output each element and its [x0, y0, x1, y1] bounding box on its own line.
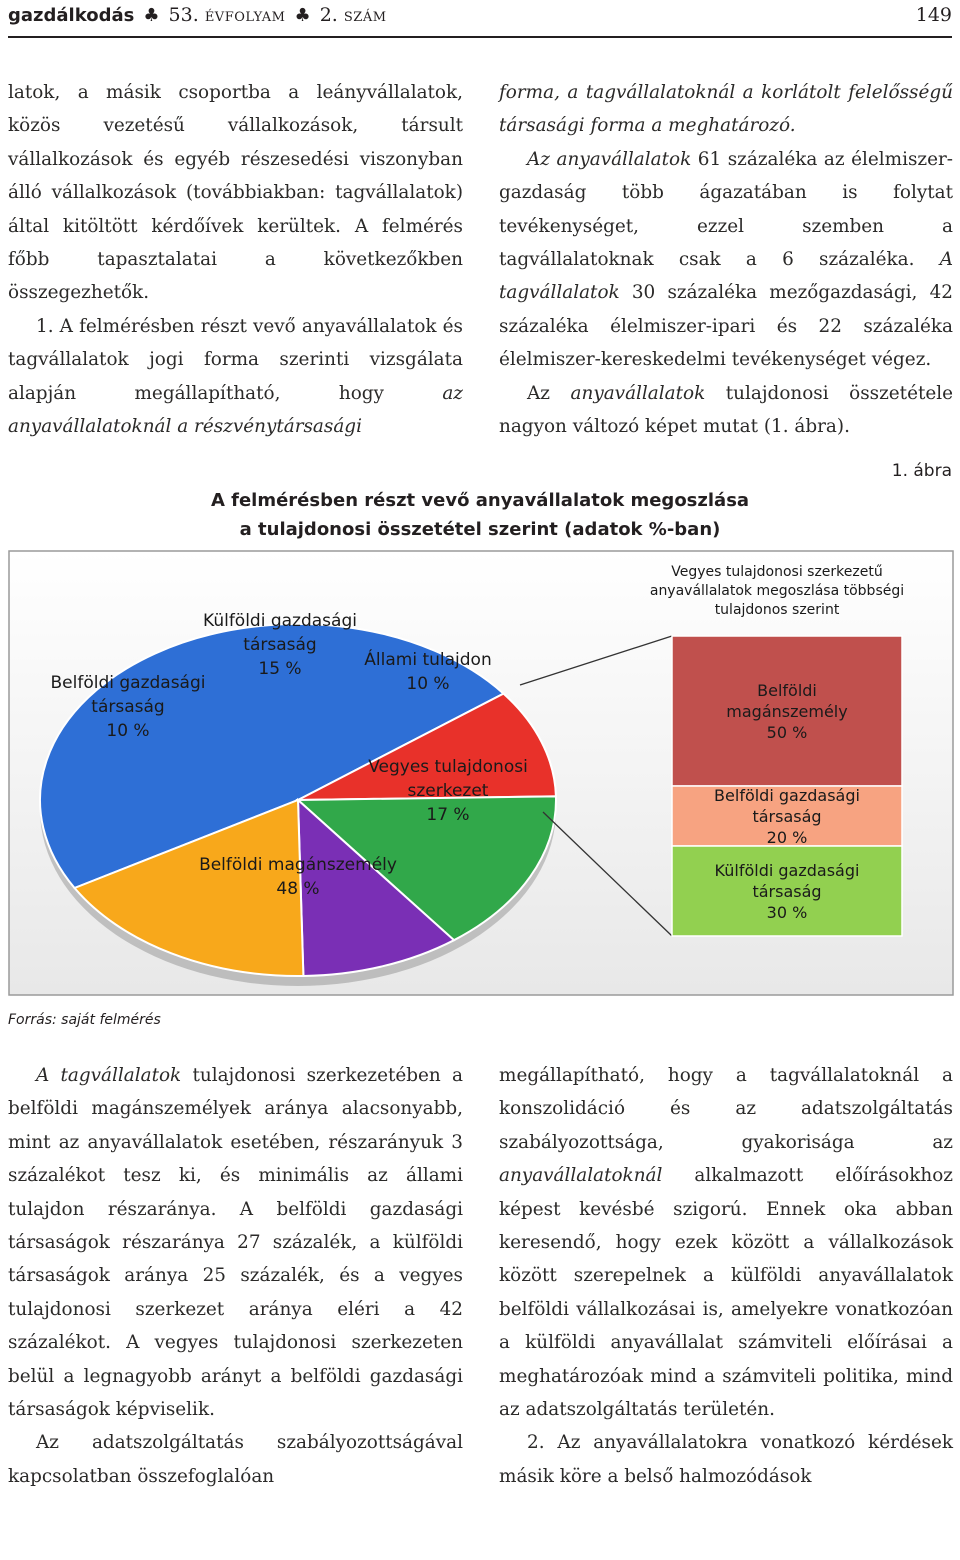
- paragraph: Az adatszolgáltatás szabályozottságával kapcsolatban összefoglalóan: [8, 1432, 463, 1487]
- text-run: tulajdonosi összetétele nagyon változó képet mutat (1. ábra).: [499, 382, 953, 438]
- bar-category-label: társaság: [752, 807, 822, 826]
- paragraph: latok, a másik csoportba a leányvállalatok, közös vezetésű vállalkozások, társult vállalkozások és egyéb részesedési viszonyban álló vállalkozások (továbbiakban: tagvállalatok) által kitöltött kérdőívek kerültek. A felmérés főbb tapasztalatai a következőkben összegezhetők.: [8, 82, 463, 304]
- paragraph: [499, 76, 953, 143]
- text-run: tulajdonosi szerkezetében a belföldi magánszemélyek aránya alacsonyabb, mint az anyavállalatok esetében, részarányuk 3 százalékot tesz ki, és minimális az állami tulajdon részaránya. A belföldi gazdasági társaságok részaránya 27 százalék, a külföldi társaságok aránya 25 százalék, és a vegyes tulajdonosi szerkezet aránya eléri a 42 százalékot. A vegyes tulajdonosi szerkezeten belül a legnagyobb arányt a belföldi gazdasági társaságok képviselik.: [8, 1065, 463, 1421]
- figure-title-line: A felmérésben részt vevő anyavállalatok megoszlása: [210, 490, 750, 511]
- running-header: [8, 4, 952, 30]
- ownership-figure: [8, 550, 954, 996]
- issue-label: SZÁM: [343, 10, 387, 25]
- bar-category-label: Belföldi: [757, 681, 817, 700]
- text-run: 61 százaléka az élelmiszer-gazdaság több ágazatában is folytat tevékenységet, ezzel szemben a tagvállalatoknak csak a 6 százaléka.: [499, 148, 953, 271]
- italic-run: A tagvállalatok: [36, 1065, 182, 1086]
- pie-category-label: Állami tulajdon: [364, 650, 492, 670]
- top-right-column: [499, 76, 953, 443]
- paragraph: 2. Az anyavállalatokra vonatkozó kérdések másik köre a belső halmozódások: [499, 1432, 953, 1487]
- bar-title: anyavállalatok megoszlása többségi: [649, 583, 905, 599]
- figure-label: 1. ábra: [891, 461, 952, 481]
- italic-run: forma, a tagvállalatoknál a korlátolt felelősségű társasági forma a meghatározó.: [499, 82, 953, 137]
- page-number: 149: [915, 4, 952, 26]
- figure-source: Forrás: saját felmérés: [8, 1012, 161, 1028]
- text-run: alkalmazott előírásokhoz képest kevésbé szigorú. Ennek oka abban keresendő, hogy ezek között a vállalkozások között szerepelnek a külföldi anyavállalatok belföldi vállalkozásai is, amelyekre vonatkozóan a külföldi anyavállalat számviteli előírásai a meghatározóak mind a számviteli politika, mind az adatszolgáltatás területén.: [499, 1165, 953, 1421]
- bar-category-label: társaság: [752, 882, 822, 901]
- club-icon: ♣: [143, 5, 160, 26]
- figure-title-line: a tulajdonosi összetétel szerint (adatok %-ban): [239, 519, 721, 540]
- top-left-column: [8, 76, 463, 443]
- italic-run: A tagvállalatok: [499, 249, 953, 304]
- bar-category-label: Belföldi gazdasági: [714, 786, 860, 805]
- pie-category-label: Belföldi magánszemély: [199, 855, 397, 875]
- pie-value-label: 10 %: [406, 674, 450, 694]
- paragraph: [8, 1059, 463, 1426]
- paragraph: [499, 143, 953, 377]
- figure-title: [100, 486, 860, 544]
- bar-value-label: 50 %: [766, 723, 808, 742]
- text-run: Az: [527, 382, 571, 404]
- bar-value-label: 20 %: [766, 828, 808, 847]
- pie-category-label: társaság: [243, 635, 317, 655]
- volume-number: 53.: [168, 4, 199, 26]
- bar-category-label: Külföldi gazdasági: [714, 861, 860, 880]
- italic-run: anyavállalatok: [570, 382, 706, 404]
- text-run: megállapítható, hogy a tagvállalatoknál a konszolidáció és az adatszolgáltatás szabályozottsága, gyakorisága az: [499, 1065, 953, 1153]
- pie-category-label: Vegyes tulajdonosi: [368, 757, 528, 777]
- issue-number: 2.: [319, 4, 338, 26]
- pie-category-label: Külföldi gazdasági: [203, 611, 357, 631]
- club-icon: ♣: [294, 5, 311, 26]
- italic-run: anyavállalatoknál: [499, 1165, 663, 1187]
- pie-category-label: társaság: [91, 697, 165, 717]
- pie-category-label: szerkezet: [407, 781, 489, 801]
- pie-value-label: 17 %: [426, 805, 470, 825]
- bar-title: Vegyes tulajdonosi szerkezetű: [671, 564, 883, 580]
- bar-title: tulajdonos szerint: [714, 602, 840, 618]
- bar-value-label: 30 %: [766, 903, 808, 922]
- bottom-left-column: [8, 1059, 463, 1493]
- chart-canvas: [8, 550, 954, 996]
- italic-run: Az anyavállalatok: [527, 148, 692, 170]
- header-rule: [8, 36, 952, 38]
- pie-value-label: 10 %: [106, 721, 150, 741]
- pie-value-label: 48 %: [276, 879, 320, 899]
- pie-value-label: 15 %: [258, 659, 302, 679]
- italic-run: az anyavállalatoknál a részvénytársasági: [8, 382, 463, 438]
- text-run: 1. A felmérésben részt vevő anyavállalatok és tagvállalatok jogi forma szerinti vizsgálata alapján megállapítható, hogy: [8, 315, 463, 404]
- pie-category-label: Belföldi gazdasági: [50, 673, 206, 693]
- text-run: 30 százaléka mezőgazdasági, 42 százaléka élelmiszer-ipari és 22 százaléka élelmiszer-kereskedelmi tevékenységet végez.: [499, 282, 953, 371]
- paragraph: [499, 1059, 953, 1426]
- paragraph: [8, 310, 463, 444]
- paragraph: [499, 377, 953, 444]
- bar-category-label: magánszemély: [726, 702, 848, 721]
- bottom-right-column: [499, 1059, 953, 1493]
- volume-label: ÉVFOLYAM: [204, 10, 286, 25]
- journal-name: gazdálkodás: [8, 5, 135, 26]
